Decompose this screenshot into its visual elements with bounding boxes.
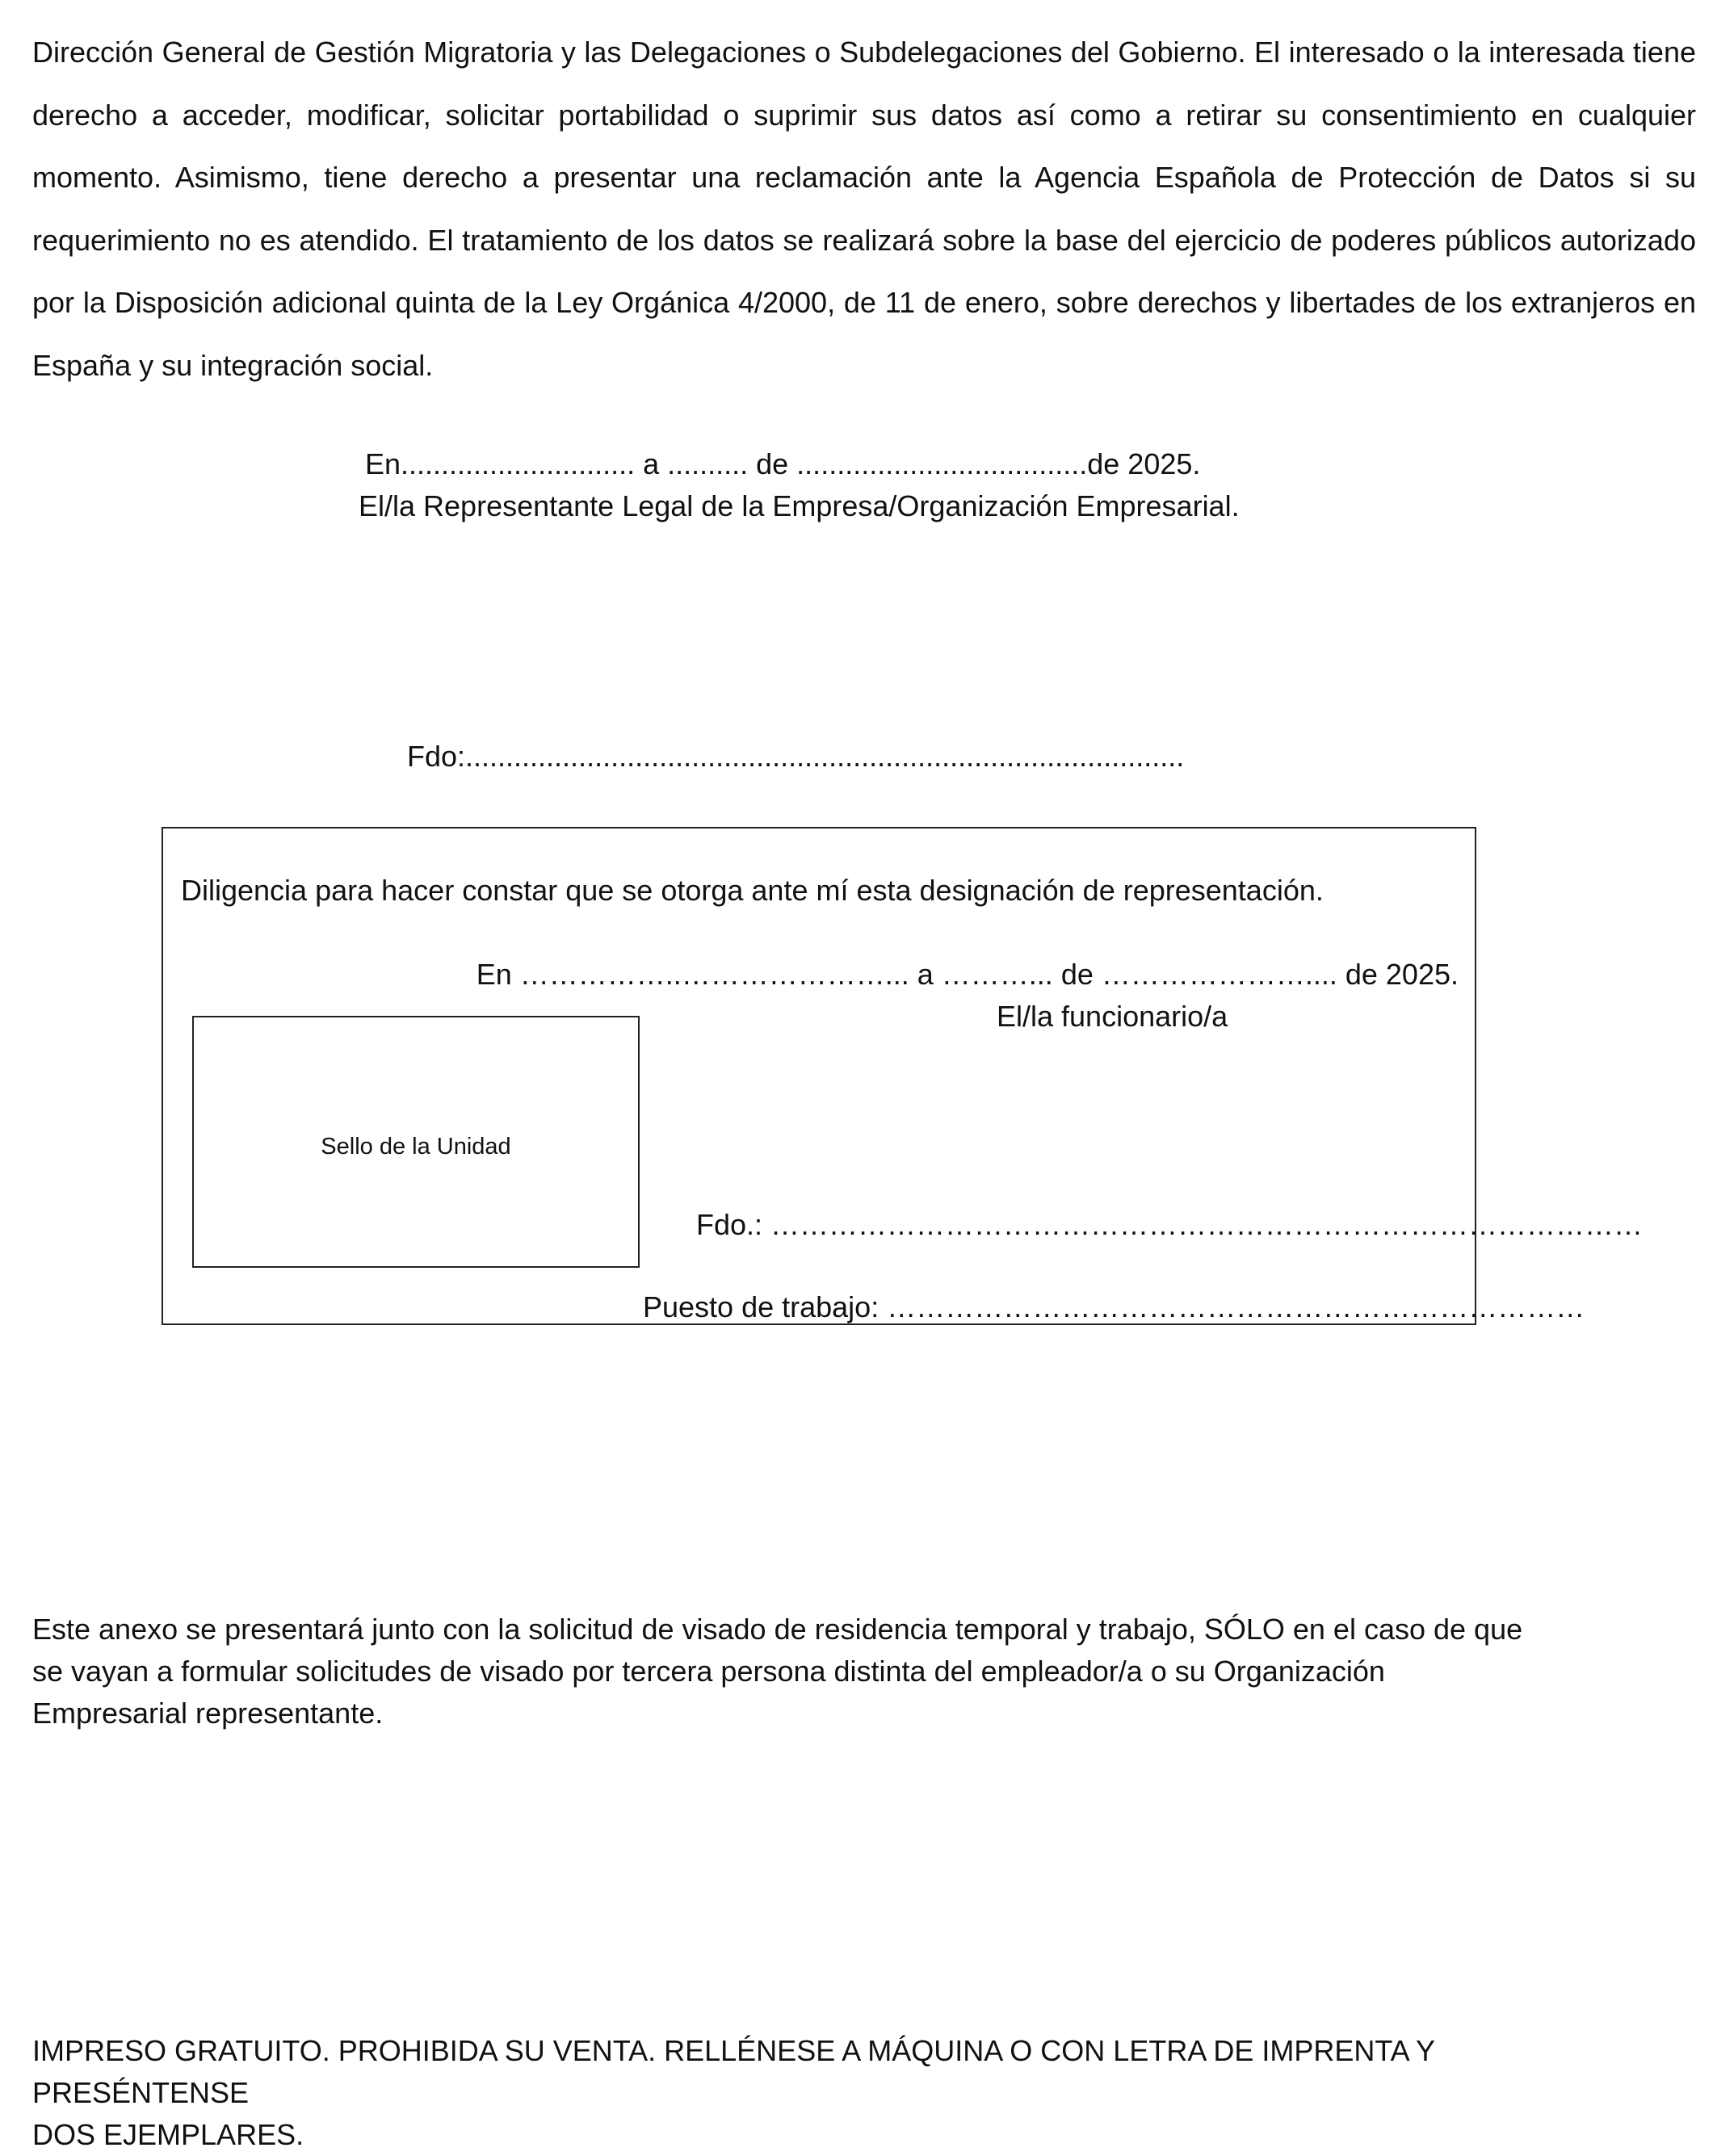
diligence-date-line: En ……………..…………………... a ………... de ………………….... de 2025. [476, 958, 1459, 991]
puesto-line: Puesto de trabajo: ……………………………………………………………… [643, 1290, 1585, 1323]
diligence-fdo-line: Fdo.: ……………………………………………………………………………… [696, 1208, 1644, 1241]
official-label: El/la funcionario/a [997, 1000, 1228, 1033]
annex-note [32, 1609, 1648, 1734]
annex-note-line-3: Empresarial representante. [32, 1697, 384, 1730]
signature-fdo-line: Fdo:......................................................................................... [407, 740, 1185, 773]
footer-line-2: DOS EJEMPLARES. [32, 2118, 304, 2151]
signature-date-line: En............................. a .......... de ....................................de 2025. [365, 447, 1201, 480]
seal-box [192, 1016, 640, 1268]
footer-note [32, 2030, 1648, 2156]
diligence-text: Diligencia para hacer constar que se otorga ante mí esta designación de representación. [181, 874, 1324, 907]
seal-label: Sello de la Unidad [321, 1134, 511, 1160]
privacy-paragraph: Dirección General de Gestión Migratoria y las Delegaciones o Subdelegaciones del Gobierno. El interesado o la interesada tiene derecho a acceder, modificar, solicitar portabilidad o suprimir sus datos así como a retirar su consentimiento en cualquier momento. Asimismo, tiene derecho a presentar una reclamación ante la Agencia Española de Protección de Datos si su requerimiento no es atendido. El tratamiento de los datos se realizará sobre la base del ejercicio de poderes públicos autorizado por la Disposición adicional quinta de la Ley Orgánica 4/2000, de 11 de enero, sobre derechos y libertades de los extranjeros en España y su integración social. [32, 36, 1696, 382]
footer-line-1: IMPRESO GRATUITO. PROHIBIDA SU VENTA. RELLÉNESE A MÁQUINA O CON LETRA DE IMPRENTA Y PRESÉNTENSE [32, 2034, 1435, 2109]
annex-note-line-1: Este anexo se presentará junto con la solicitud de visado de residencia temporal y trabajo, SÓLO en el caso de que [32, 1613, 1523, 1646]
annex-note-line-2: se vayan a formular solicitudes de visado por tercera persona distinta del empleador/a o su Organización [32, 1655, 1385, 1688]
diligence-box [162, 827, 1644, 1325]
representative-label: El/la Representante Legal de la Empresa/Organización Empresarial. [359, 489, 1240, 522]
